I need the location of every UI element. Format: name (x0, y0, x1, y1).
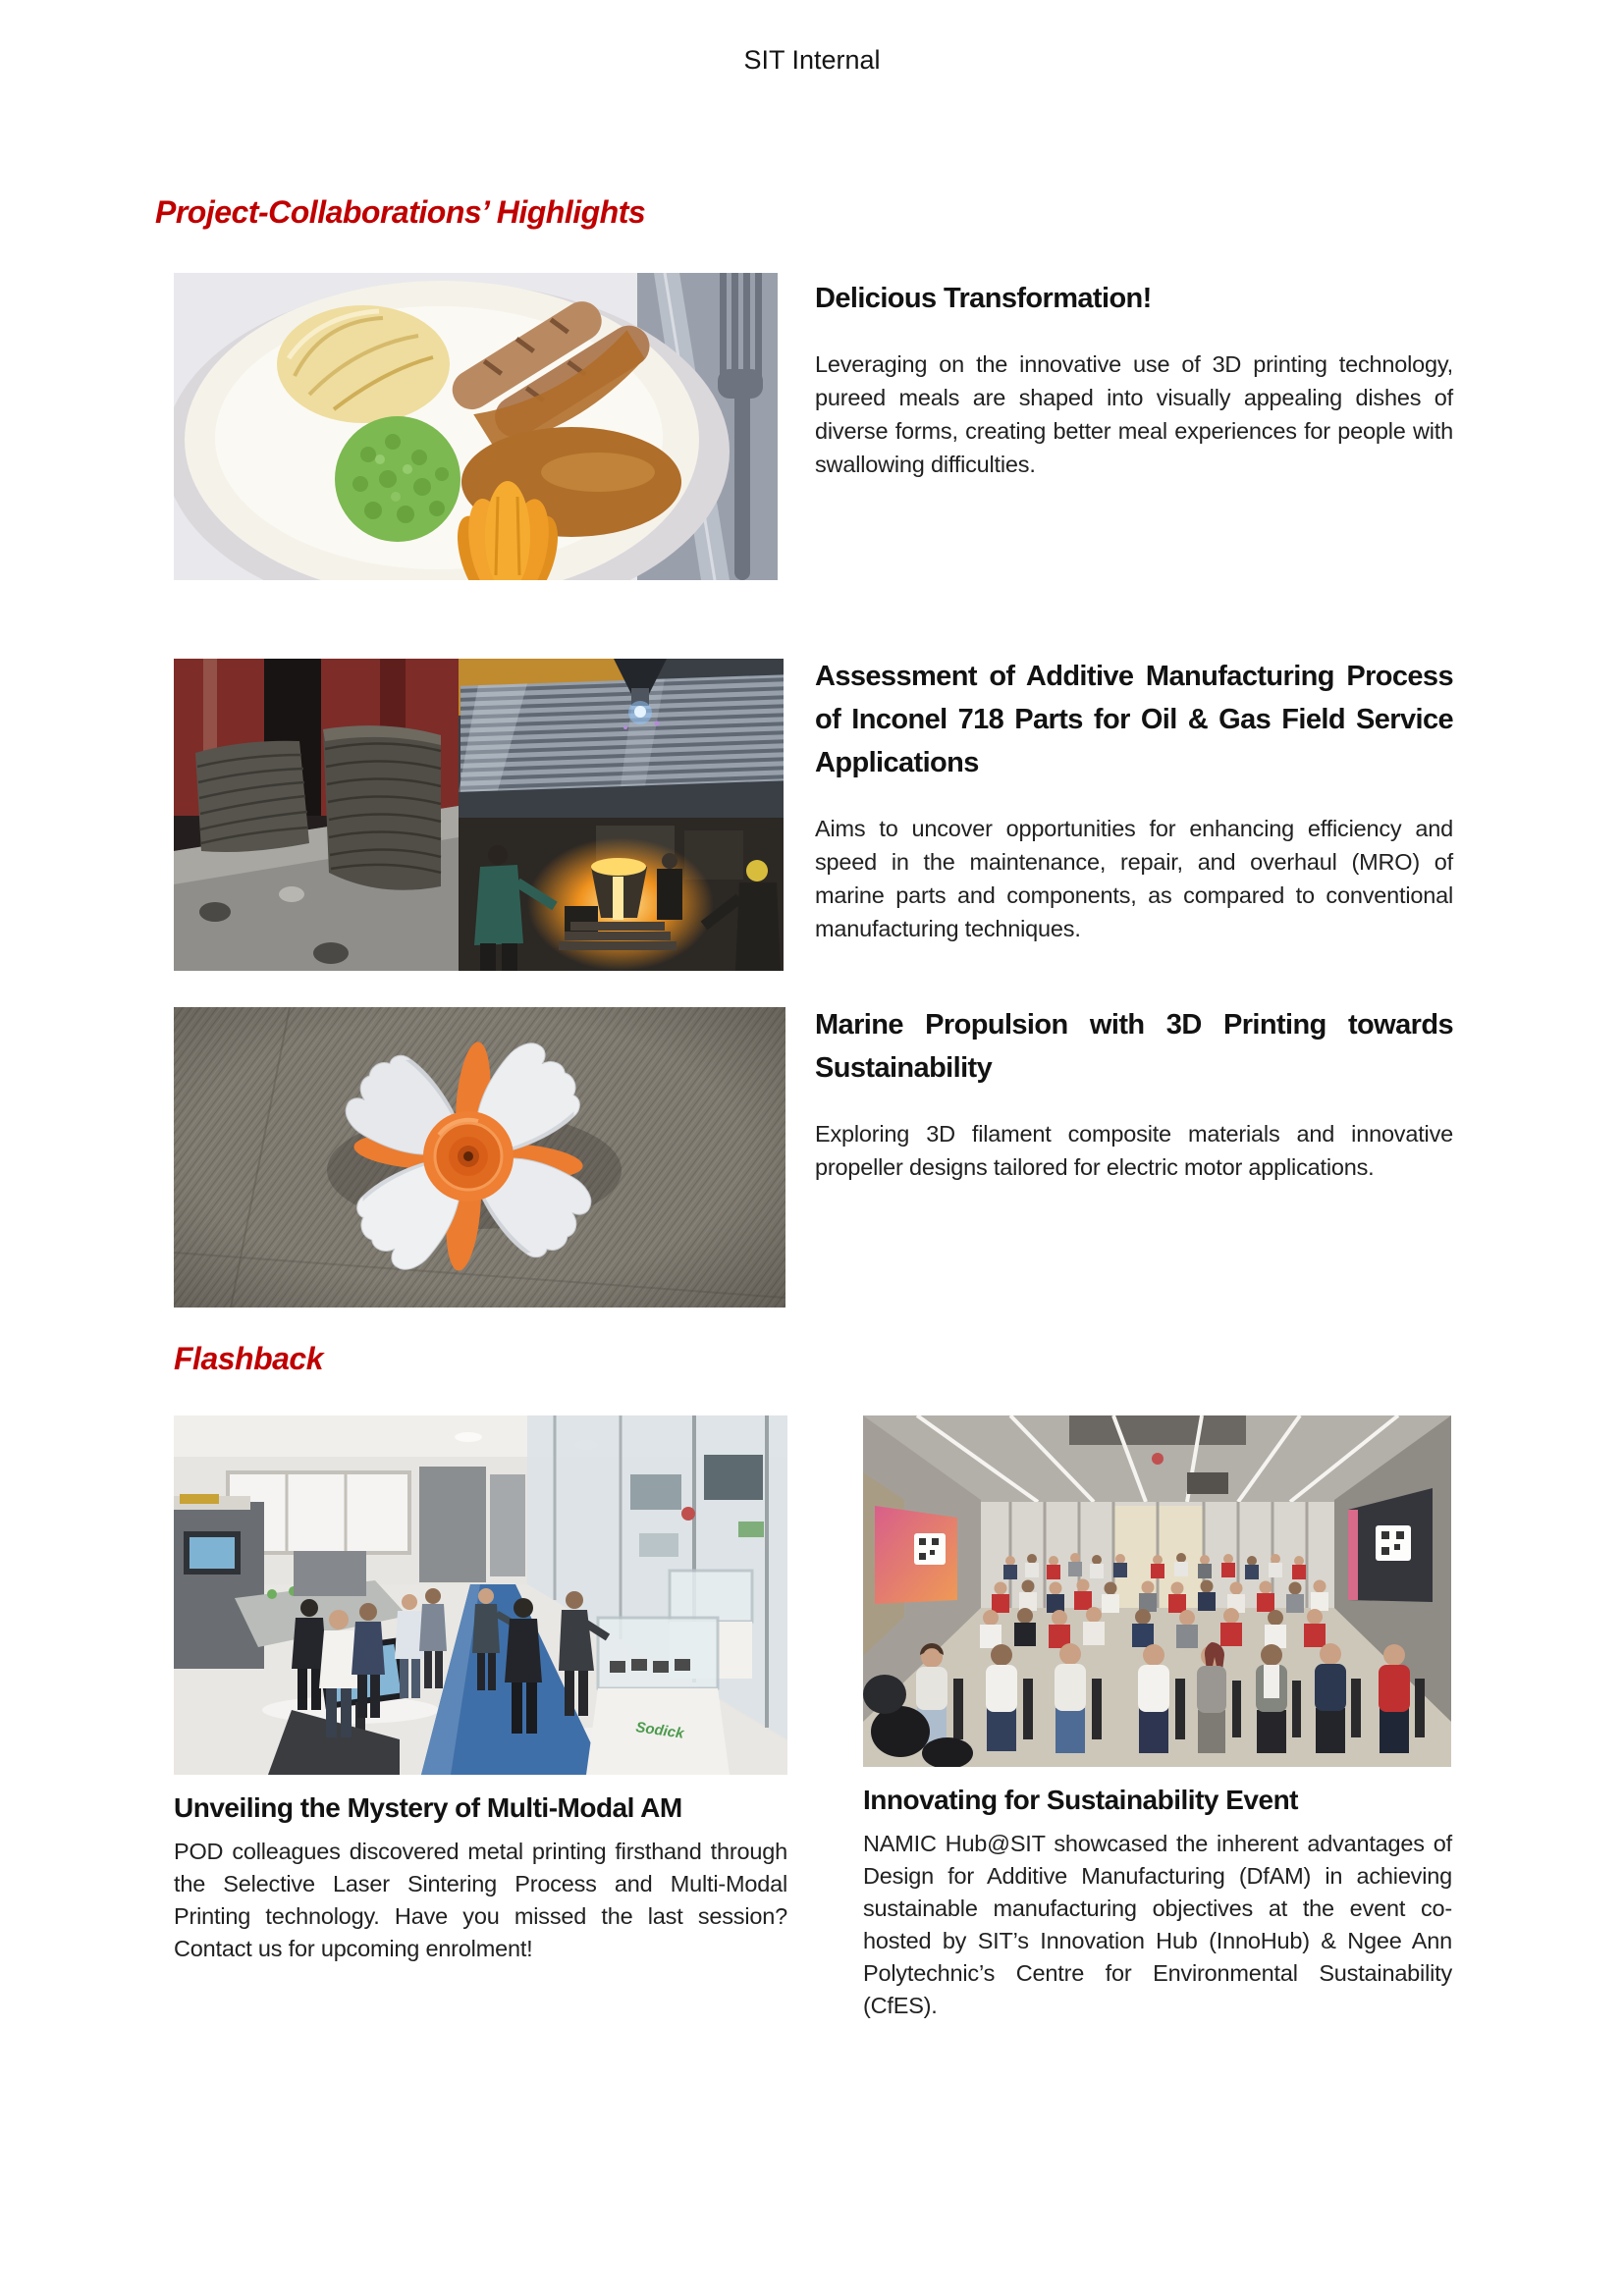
inconel-additive-manufacturing-photo (174, 659, 784, 971)
machine-brand-label: Sodick (634, 1719, 685, 1742)
sustainability-event-audience-photo (863, 1415, 1451, 1767)
am-lab-tour-illustration (174, 1415, 787, 1775)
highlight-1-heading: Delicious Transformation! (815, 283, 1152, 314)
pureed-meal-plate-illustration (174, 273, 778, 580)
flashback-right-body: NAMIC Hub@SIT showcased the inherent advantages of Design for Additive Manufacturing (DfAM) in achieving sustainable manufacturing objectives at the event co-hosted by SIT’s Innovation Hub (InnoHub) & Ngee Ann Polytechnic’s Centre for Environmental Sustainability (CfES). (863, 1831, 1452, 2018)
projector (1187, 1472, 1228, 1494)
flashback-right-column (863, 1415, 1452, 2022)
ded-deposition-scene (459, 659, 784, 818)
highlight-1-body: Leveraging on the innovative use of 3D printing technology, pureed meals are shaped into visually appealing dishes of diverse forms, creating better meal experiences for people with swallowing difficulties. (815, 351, 1453, 477)
inconel-am-illustration (174, 659, 784, 971)
flashback-left-heading: Unveiling the Mystery of Multi-Modal AM (174, 1792, 682, 1823)
section-title-highlights: Project-Collaborations’ Highlights (155, 194, 646, 230)
pureed-meal-plate-photo (174, 273, 778, 580)
am-lab-tour-photo (174, 1415, 787, 1775)
printed-blocks-scene (174, 659, 459, 971)
propeller-hub (423, 1111, 514, 1201)
highlight-2-heading: Assessment of Additive Manufacturing Process of Inconel 718 Parts for Oil & Gas Field Service Applications (815, 661, 1453, 778)
highlight-3-body: Exploring 3D filament composite materials and innovative propeller designs tailored for electric motor applications. (815, 1121, 1453, 1180)
highlight-1-text (815, 277, 1453, 481)
flashback-left-body: POD colleagues discovered metal printing firsthand through the Selective Laser Sintering Process and Multi-Modal Printing technology. Have you missed the last session? Contact us for upcoming enrolment! (174, 1839, 787, 1961)
highlight-3-heading: Marine Propulsion with 3D Printing towards Sustainability (815, 1009, 1453, 1084)
highlight-2-text (815, 655, 1453, 945)
mashed-potato-swirl (277, 305, 450, 423)
3d-printed-propeller-photo (174, 1007, 785, 1308)
foundry-scene (459, 818, 784, 971)
section-title-flashback: Flashback (174, 1341, 324, 1376)
propeller-illustration (174, 1007, 785, 1308)
flashback-left-column (174, 1415, 787, 1965)
page-classification-header: SIT Internal (743, 45, 881, 75)
printed-block-right (323, 725, 441, 890)
flashback-right-heading: Innovating for Sustainability Event (863, 1785, 1298, 1815)
printed-block-left (195, 741, 309, 852)
green-pea-puree-dome (335, 416, 460, 542)
highlight-2-body: Aims to uncover opportunities for enhancing efficiency and speed in the maintenance, repair, and overhaul (MRO) of marine parts and components, as compared to conventional manufacturing techniques. (815, 816, 1453, 941)
sustainability-event-illustration (863, 1415, 1451, 1767)
highlight-3-text (815, 1003, 1453, 1184)
